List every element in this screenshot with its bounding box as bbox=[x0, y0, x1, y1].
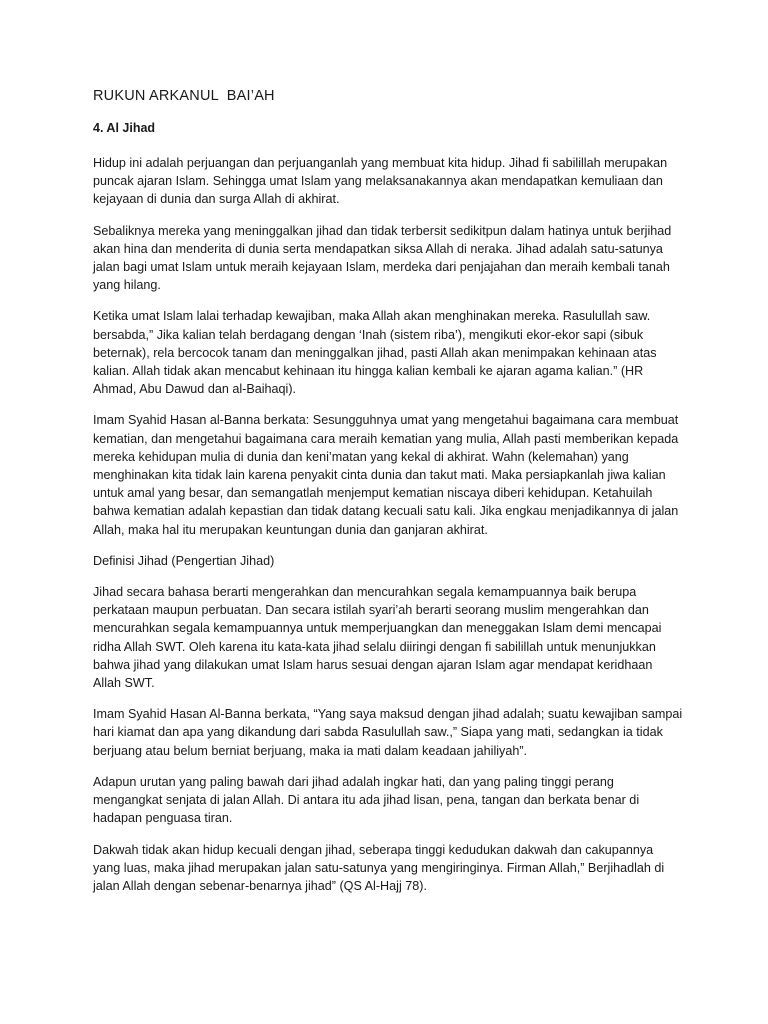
document-title: RUKUN ARKANUL BAI’AH bbox=[93, 88, 275, 104]
document-page bbox=[93, 88, 683, 908]
definition-heading: Definisi Jihad (Pengertian Jihad) bbox=[93, 553, 275, 568]
paragraph-2: Sebaliknya mereka yang meninggalkan jihad dan tidak terbersit sedikitpun dalam hatinya untuk berjihad akan hina dan menderita di dunia serta mendapatkan siksa Allah di neraka. Jihad adalah satu-satunya jalan bagi umat Islam untuk meraih kejayaan Islam, merdeka dari penjajahan dan meraih kembali tanah yang hilang. bbox=[93, 223, 672, 293]
section-heading: 4. Al Jihad bbox=[93, 121, 156, 135]
paragraph-3: Ketika umat Islam lalai terhadap kewajiban, maka Allah akan menghinakan mereka. Rasulullah saw. bersabda,” Jika kalian telah berdagang dengan ‘Inah (sistem riba’), mengikuti ekor-ekor sapi (sibuk beternak), rela bercocok tanam dan meninggalkan jihad, pasti Allah akan menimpakan kehinaan atas kalian. Allah tidak akan mencabut kehinaan itu hingga kalian kembali ke ajaran agama kalian.” (HR Ahmad, Abu Dawud dan al-Baihaqi). bbox=[93, 309, 657, 397]
paragraph-1: Hidup ini adalah perjuangan dan perjuanganlah yang membuat kita hidup. Jihad fi sabilillah merupakan puncak ajaran Islam. Sehingga umat Islam yang melaksanakannya akan mendapatkan kemuliaan dan kejayaan di dunia dan surga Allah di akhirat. bbox=[93, 156, 668, 207]
paragraph-8: Adapun urutan yang paling bawah dari jihad adalah ingkar hati, dan yang paling tinggi perang mengangkat senjata di jalan Allah. Di antara itu ada jihad lisan, pena, tangan dan berkata benar di hadapan penguasa tiran. bbox=[93, 774, 640, 826]
paragraph-6: Jihad secara bahasa berarti mengerahkan dan mencurahkan segala kemampuannya baik berupa perkataan maupun perbuatan. Dan secara istilah syari’ah berarti seorang muslim mengerahkan dan mencurahkan segala kemampuannya untuk memperjuangkan dan meneggakan Islam demi mencapai ridha Allah SWT. Oleh karena itu kata-kata jihad selalu diiringi dengan fi sabilillah untuk menunjukkan bahwa jihad yang dilakukan umat Islam harus sesuai dengan ajaran Islam agar mendapat keridhaan Allah SWT. bbox=[93, 585, 662, 691]
paragraph-4: Imam Syahid Hasan al-Banna berkata: Sesungguhnya umat yang mengetahui bagaimana cara membuat kematian, dan mengetahui bagaimana cara meraih kematian yang mulia, Allah pasti memberikan kepada mereka kehidupan mulia di dunia dan keni’matan yang kekal di akhirat. Wahn (kelemahan) yang menghinakan kita tidak lain karena penyakit cinta dunia dan takut mati. Maka persiapkanlah jiwa kalian untuk amal yang besar, dan semangatlah menjemput kematian niscaya diberi kehidupan. Ketahuilah bahwa kematian adalah kepastian dan tidak datang kecuali satu kali. Jika engkau menjadikannya di jalan Allah, maka hal itu merupakan keuntungan dunia dan ganjaran akhirat. bbox=[93, 413, 679, 537]
paragraph-9: Dakwah tidak akan hidup kecuali dengan jihad, seberapa tinggi kedudukan dakwah dan cakupannya yang luas, maka jihad merupakan jalan satu-satunya yang mengiringinya. Firman Allah,” Berjihadlah di jalan Allah dengan sebenar-benarnya jihad” (QS Al-Hajj 78). bbox=[93, 842, 665, 893]
paragraph-7: Imam Syahid Hasan Al-Banna berkata, “Yang saya maksud dengan jihad adalah; suatu kewajiban sampai hari kiamat dan apa yang dikandung dari sabda Rasulullah saw.,” Siapa yang mati, sedangkan ia tidak berjuang atau belum berniat berjuang, maka ia mati dalam keadaan jahiliyah”. bbox=[93, 707, 683, 758]
